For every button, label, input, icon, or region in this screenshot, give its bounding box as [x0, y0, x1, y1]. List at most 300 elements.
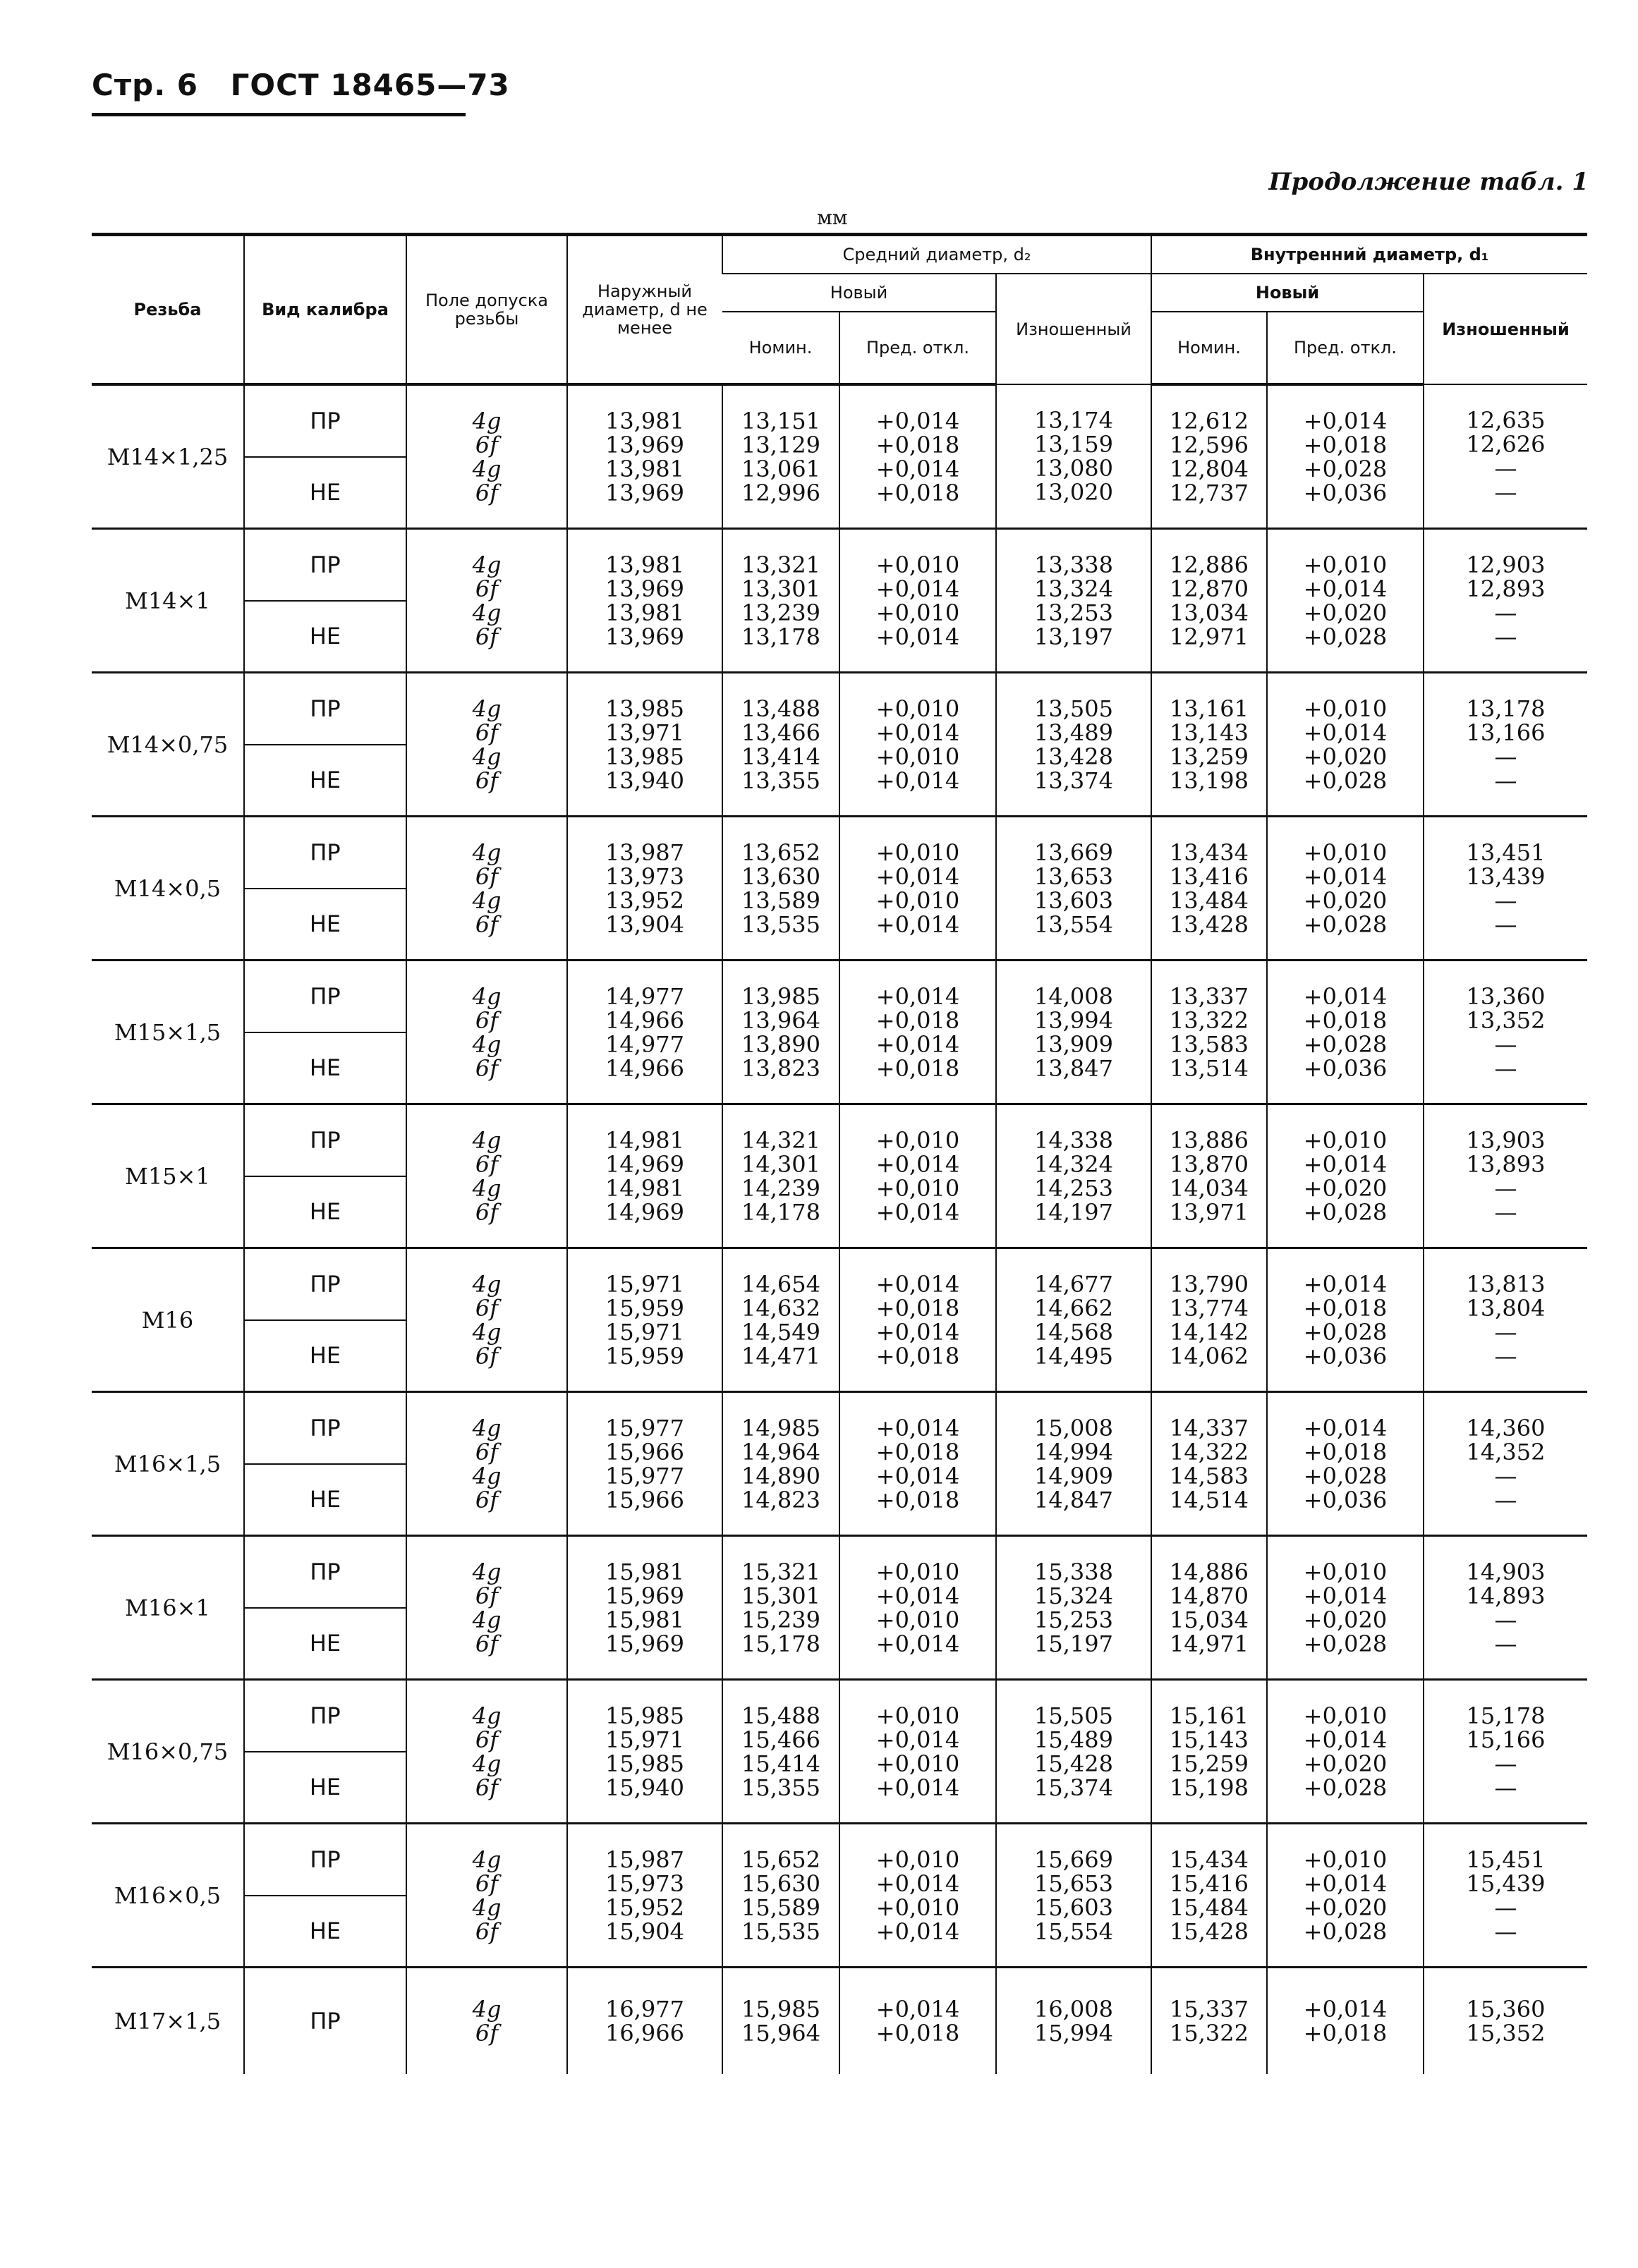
d1-worn-cell [1424, 1392, 1587, 1536]
d2-nominal-value: 13,301 [741, 575, 820, 602]
d1-limit-dev-value: +0,028 [1303, 1774, 1388, 1801]
header-d1-nominal: Номин. [1151, 312, 1267, 384]
tolerance-field-value: 6f [475, 1438, 499, 1465]
thread-designation: М16×0,75 [92, 1680, 244, 1824]
d1-limit-dev-value: +0,028 [1303, 1462, 1388, 1489]
d2-limit-dev-value: +0,010 [875, 551, 960, 578]
gauge-nogo: НЕ [309, 1630, 341, 1657]
d1-limit-dev-value: +0,028 [1303, 1630, 1388, 1657]
d2-worn-value: 15,338 [1034, 1558, 1113, 1585]
outer-diameter-value: 15,952 [605, 1894, 684, 1921]
d2-nominal-cell [722, 1392, 839, 1536]
d1-worn-cell [1424, 1824, 1587, 1968]
d2-worn-value: 15,008 [1034, 1414, 1113, 1441]
d2-limit-dev-cell [839, 1536, 996, 1680]
tolerance-field-value: 6f [475, 1870, 499, 1897]
d1-nominal-value: 15,034 [1170, 1606, 1249, 1633]
d2-limit-dev-value: +0,010 [875, 1702, 960, 1729]
outer-diameter-value: 15,971 [605, 1270, 684, 1298]
d2-nominal-value: 13,652 [741, 839, 820, 866]
d2-worn-value: 15,428 [1034, 1750, 1113, 1777]
gauge-go: ПР [245, 817, 406, 889]
outer-diameter-value: 15,959 [605, 1294, 684, 1322]
tolerance-field-value: 6f [475, 2020, 499, 2047]
tolerance-field-cell [406, 529, 567, 673]
d2-limit-dev-value: +0,014 [875, 982, 960, 1010]
d2-worn-value: 13,324 [1034, 575, 1113, 602]
outer-diameter-value: 15,981 [605, 1606, 684, 1633]
outer-diameter-value: 15,987 [605, 1846, 684, 1873]
d2-nominal-value: 14,549 [741, 1318, 820, 1346]
d1-worn-value: — [1494, 767, 1517, 794]
d2-worn-cell [996, 1824, 1151, 1968]
d1-limit-dev-value: +0,010 [1303, 1846, 1388, 1873]
tolerance-field-value: 6f [475, 1006, 499, 1034]
outer-diameter-value: 15,981 [605, 1558, 684, 1585]
d2-limit-dev-value: +0,014 [875, 862, 960, 890]
d1-limit-dev-cell [1267, 1392, 1424, 1536]
d1-nominal-cell [1151, 961, 1267, 1104]
d2-worn-value: 13,603 [1034, 886, 1113, 914]
d1-worn-value: — [1494, 1486, 1517, 1513]
d2-limit-dev-value: +0,010 [875, 1174, 960, 1202]
outer-diameter-value: 13,985 [605, 695, 684, 722]
d1-nominal-value: 12,804 [1170, 455, 1249, 482]
d2-nominal-cell [722, 529, 839, 673]
d1-limit-dev-value: +0,010 [1303, 839, 1388, 866]
d2-worn-value: 15,197 [1034, 1630, 1113, 1657]
d2-worn-value: 15,603 [1034, 1894, 1113, 1921]
d2-nominal-value: 13,321 [741, 551, 820, 578]
header-d2-new: Новый [722, 274, 996, 312]
tolerance-field-cell [406, 1824, 567, 1968]
d2-nominal-value: 14,471 [741, 1342, 820, 1370]
d2-limit-dev-value: +0,014 [875, 407, 960, 434]
d2-nominal-value: 13,151 [741, 407, 820, 434]
tolerance-field-value: 4g [472, 839, 502, 866]
d1-worn-value: 13,166 [1466, 719, 1546, 746]
d2-limit-dev-value: +0,014 [875, 1582, 960, 1609]
d2-nominal-value: 14,654 [741, 1270, 820, 1298]
d2-worn-value: 14,008 [1034, 982, 1113, 1010]
d1-limit-dev-value: +0,010 [1303, 1558, 1388, 1585]
tolerance-field-value: 4g [472, 1270, 502, 1298]
d2-nominal-value: 15,985 [741, 1996, 820, 2023]
d1-nominal-value: 13,870 [1170, 1150, 1249, 1178]
outer-diameter-value: 13,904 [605, 910, 684, 938]
gauge-nogo: НЕ [309, 1774, 341, 1801]
d2-limit-dev-value: +0,014 [875, 1996, 960, 2023]
d1-limit-dev-value: +0,028 [1303, 455, 1388, 482]
d2-worn-value: 15,994 [1034, 2020, 1113, 2047]
tolerance-field-value: 6f [475, 431, 499, 458]
d2-worn-value: 15,669 [1034, 1846, 1113, 1873]
d1-nominal-value: 15,143 [1170, 1726, 1249, 1753]
header-minor-diameter: Внутренний диаметр, d₁ [1151, 235, 1587, 274]
d1-worn-value: 15,178 [1466, 1702, 1546, 1729]
outer-diameter-value: 16,977 [605, 1996, 684, 2023]
outer-diameter-value: 15,985 [605, 1702, 684, 1729]
d1-worn-value: — [1494, 1750, 1517, 1777]
thread-designation: М17×1,5 [92, 1968, 244, 2075]
d1-nominal-value: 13,198 [1170, 767, 1249, 794]
table-row [92, 817, 1587, 961]
table-row [92, 673, 1587, 817]
d2-limit-dev-value: +0,014 [875, 1630, 960, 1657]
d1-limit-dev-value: +0,028 [1303, 623, 1388, 650]
d1-worn-value: 15,451 [1466, 1846, 1546, 1873]
d2-worn-value: 15,653 [1034, 1870, 1113, 1897]
d2-nominal-value: 15,535 [741, 1918, 820, 1945]
d2-nominal-value: 14,301 [741, 1150, 820, 1178]
d2-limit-dev-value: +0,014 [875, 910, 960, 938]
d2-limit-dev-value: +0,018 [875, 1294, 960, 1322]
d2-limit-dev-value: +0,014 [875, 623, 960, 650]
d2-limit-dev-value: +0,014 [875, 1726, 960, 1753]
d1-limit-dev-value: +0,020 [1303, 1174, 1388, 1202]
d1-worn-value: — [1494, 599, 1517, 626]
gauge-type-cell [244, 1392, 406, 1536]
d1-limit-dev-value: +0,014 [1303, 1270, 1388, 1298]
d2-nominal-value: 14,178 [741, 1198, 820, 1226]
table-row [92, 384, 1587, 529]
d1-nominal-cell [1151, 817, 1267, 961]
d2-nominal-cell [722, 384, 839, 529]
d2-worn-value: 13,080 [1034, 455, 1113, 482]
table-row [92, 1392, 1587, 1536]
d1-nominal-value: 14,583 [1170, 1462, 1249, 1489]
d2-limit-dev-value: +0,014 [875, 1270, 960, 1298]
d1-limit-dev-value: +0,018 [1303, 1294, 1388, 1322]
d1-limit-dev-cell [1267, 529, 1424, 673]
d2-worn-cell [996, 384, 1151, 529]
d2-limit-dev-value: +0,014 [875, 1462, 960, 1489]
d1-nominal-value: 13,337 [1170, 982, 1249, 1010]
tolerance-field-value: 6f [475, 479, 499, 506]
d2-nominal-value: 13,178 [741, 623, 820, 650]
outer-diameter-value: 13,981 [605, 407, 684, 434]
d2-worn-value: 13,374 [1034, 767, 1113, 794]
d1-limit-dev-value: +0,014 [1303, 719, 1388, 746]
d1-limit-dev-value: +0,014 [1303, 982, 1388, 1010]
d1-nominal-value: 12,737 [1170, 479, 1249, 506]
d2-limit-dev-value: +0,014 [875, 1870, 960, 1897]
outer-diameter-cell [567, 1248, 722, 1392]
d2-nominal-value: 13,061 [741, 455, 820, 482]
d1-limit-dev-value: +0,018 [1303, 1438, 1388, 1465]
d1-worn-value: — [1494, 886, 1517, 914]
d2-worn-value: 14,909 [1034, 1462, 1113, 1489]
d1-limit-dev-value: +0,014 [1303, 575, 1388, 602]
table-row [92, 961, 1587, 1104]
outer-diameter-value: 13,940 [605, 767, 684, 794]
outer-diameter-value: 15,971 [605, 1726, 684, 1753]
d1-limit-dev-cell [1267, 673, 1424, 817]
d2-nominal-value: 13,589 [741, 886, 820, 914]
tolerance-field-cell [406, 1104, 567, 1248]
outer-diameter-value: 13,969 [605, 575, 684, 602]
thread-designation: М16 [92, 1248, 244, 1392]
d1-nominal-value: 13,434 [1170, 839, 1249, 866]
d2-worn-value: 13,653 [1034, 862, 1113, 890]
header-d2-nominal: Номин. [722, 312, 839, 384]
d2-limit-dev-value: +0,010 [875, 839, 960, 866]
d2-worn-value: 14,568 [1034, 1318, 1113, 1346]
d2-worn-value: 13,159 [1034, 431, 1113, 458]
d1-nominal-cell [1151, 1248, 1267, 1392]
gauge-go: ПР [245, 961, 406, 1033]
d2-limit-dev-cell [839, 1248, 996, 1392]
gauge-nogo: НЕ [309, 1918, 341, 1945]
d1-limit-dev-value: +0,014 [1303, 407, 1388, 434]
tolerance-field-value: 6f [475, 1582, 499, 1609]
gauge-nogo: НЕ [309, 623, 341, 650]
d2-worn-value: 15,505 [1034, 1702, 1113, 1729]
d1-worn-value: — [1494, 1894, 1517, 1921]
d1-limit-dev-cell [1267, 1680, 1424, 1824]
table-row [92, 1536, 1587, 1680]
header-outer-diameter: Наружный диаметр, d не менее [567, 235, 722, 385]
d1-worn-value: 12,893 [1466, 575, 1546, 602]
gauge-nogo: НЕ [309, 1054, 341, 1082]
gauge-go: ПР [245, 1681, 406, 1752]
d1-limit-dev-value: +0,036 [1303, 1486, 1388, 1513]
d2-nominal-value: 13,355 [741, 767, 820, 794]
outer-diameter-value: 15,966 [605, 1486, 684, 1513]
d1-nominal-value: 13,428 [1170, 910, 1249, 938]
tolerance-field-value: 4g [472, 1846, 502, 1873]
table-row [92, 1680, 1587, 1824]
outer-diameter-value: 15,904 [605, 1918, 684, 1945]
tolerance-field-value: 4g [472, 1414, 502, 1441]
d2-nominal-value: 13,823 [741, 1054, 820, 1082]
d2-limit-dev-value: +0,018 [875, 1486, 960, 1513]
outer-diameter-cell [567, 1680, 722, 1824]
d1-limit-dev-value: +0,014 [1303, 1996, 1388, 2023]
d2-nominal-cell [722, 1968, 839, 2075]
thread-designation: М14×1,25 [107, 443, 229, 470]
d2-nominal-value: 15,301 [741, 1582, 820, 1609]
d2-worn-value: 13,338 [1034, 551, 1113, 578]
d1-limit-dev-value: +0,036 [1303, 1054, 1388, 1082]
d1-worn-value: — [1494, 1054, 1517, 1082]
tolerance-field-value: 6f [475, 719, 499, 746]
d1-worn-cell [1424, 1248, 1587, 1392]
d1-worn-cell [1424, 817, 1587, 961]
d1-limit-dev-value: +0,020 [1303, 886, 1388, 914]
gauge-go: ПР [245, 386, 406, 458]
d2-worn-value: 15,324 [1034, 1582, 1113, 1609]
tolerance-field-value: 6f [475, 623, 499, 650]
d1-nominal-value: 13,514 [1170, 1054, 1249, 1082]
d1-nominal-value: 15,428 [1170, 1918, 1249, 1945]
d2-worn-value: 13,994 [1034, 1006, 1113, 1034]
d2-limit-dev-value: +0,014 [875, 1198, 960, 1226]
gauge-go: ПР [310, 2008, 341, 2035]
tolerance-field-cell [406, 673, 567, 817]
d2-nominal-value: 15,652 [741, 1846, 820, 1873]
d1-worn-cell [1424, 1536, 1587, 1680]
outer-diameter-value: 14,966 [605, 1054, 684, 1082]
d2-nominal-value: 13,488 [741, 695, 820, 722]
d1-worn-value: — [1494, 1630, 1517, 1657]
d2-worn-value: 13,253 [1034, 599, 1113, 626]
tolerance-field-cell [406, 1536, 567, 1680]
d1-worn-value: — [1494, 455, 1517, 482]
d2-worn-value: 13,909 [1034, 1030, 1113, 1058]
tolerance-field-value: 4g [472, 1996, 502, 2023]
d2-limit-dev-value: +0,018 [875, 1054, 960, 1082]
d1-worn-cell [1424, 1680, 1587, 1824]
outer-diameter-value: 15,985 [605, 1750, 684, 1777]
d1-nominal-value: 14,514 [1170, 1486, 1249, 1513]
outer-diameter-value: 15,977 [605, 1462, 684, 1489]
d2-worn-value: 15,253 [1034, 1606, 1113, 1633]
d1-nominal-value: 12,870 [1170, 575, 1249, 602]
outer-diameter-value: 13,981 [605, 551, 684, 578]
d1-nominal-cell [1151, 529, 1267, 673]
tolerance-field-value: 4g [472, 695, 502, 722]
d2-limit-dev-cell [839, 1680, 996, 1824]
tolerance-field-value: 6f [475, 767, 499, 794]
outer-diameter-value: 13,969 [605, 479, 684, 506]
d2-nominal-value: 13,466 [741, 719, 820, 746]
d2-worn-cell [996, 1104, 1151, 1248]
d1-limit-dev-value: +0,028 [1303, 1318, 1388, 1346]
outer-diameter-cell [567, 384, 722, 529]
d1-worn-value: 13,352 [1466, 1006, 1546, 1034]
d1-worn-value: 14,903 [1466, 1558, 1546, 1585]
outer-diameter-value: 13,973 [605, 862, 684, 890]
d2-worn-value: 14,677 [1034, 1270, 1113, 1298]
d1-worn-value: — [1494, 743, 1517, 770]
tolerance-field-value: 6f [475, 575, 499, 602]
d2-limit-dev-value: +0,010 [875, 1126, 960, 1154]
d1-limit-dev-value: +0,010 [1303, 1126, 1388, 1154]
d1-nominal-value: 13,583 [1170, 1030, 1249, 1058]
outer-diameter-value: 14,977 [605, 982, 684, 1010]
tolerance-field-cell [406, 384, 567, 529]
d1-worn-value: 12,903 [1466, 551, 1546, 578]
d1-limit-dev-value: +0,014 [1303, 1726, 1388, 1753]
d1-limit-dev-value: +0,014 [1303, 1150, 1388, 1178]
d1-worn-value: 13,903 [1466, 1126, 1546, 1154]
d1-limit-dev-value: +0,014 [1303, 1414, 1388, 1441]
header-gauge-type: Вид калибра [244, 235, 406, 385]
tolerance-field-value: 4g [472, 1606, 502, 1633]
d2-limit-dev-value: +0,010 [875, 599, 960, 626]
d1-nominal-value: 15,322 [1170, 2020, 1249, 2047]
outer-diameter-value: 15,966 [605, 1438, 684, 1465]
outer-diameter-value: 14,977 [605, 1030, 684, 1058]
d2-limit-dev-value: +0,018 [875, 479, 960, 506]
thread-designation: М16×1 [92, 1536, 244, 1680]
d2-nominal-value: 15,178 [741, 1630, 820, 1657]
d1-worn-value: 15,166 [1466, 1726, 1546, 1753]
gauge-nogo: НЕ [309, 910, 341, 938]
d2-limit-dev-value: +0,018 [875, 1342, 960, 1370]
d1-limit-dev-value: +0,028 [1303, 1918, 1388, 1945]
d1-limit-dev-cell [1267, 1824, 1424, 1968]
d1-worn-value: — [1494, 1606, 1517, 1633]
gauge-go: ПР [245, 1824, 406, 1896]
table-row [92, 1968, 1587, 2075]
d1-nominal-value: 14,062 [1170, 1342, 1249, 1370]
gauge-type-cell [244, 384, 406, 529]
d1-worn-value: 13,804 [1466, 1294, 1546, 1322]
table-row [92, 529, 1587, 673]
tolerance-field-value: 4g [472, 1030, 502, 1058]
tolerance-field-value: 6f [475, 1198, 499, 1226]
gauge-go: ПР [245, 530, 406, 602]
header-d1-limit-dev: Пред. откл. [1267, 312, 1424, 384]
d1-limit-dev-value: +0,010 [1303, 695, 1388, 722]
d2-limit-dev-cell [839, 961, 996, 1104]
tolerance-field-cell [406, 1248, 567, 1392]
gauge-go: ПР [245, 1393, 406, 1465]
d2-worn-cell [996, 817, 1151, 961]
d2-worn-value: 14,197 [1034, 1198, 1113, 1226]
header-d1-new: Новый [1151, 274, 1424, 312]
thread-designation: М15×1 [92, 1104, 244, 1248]
d2-nominal-value: 14,321 [741, 1126, 820, 1154]
header-thread: Резьба [92, 235, 244, 385]
tolerance-field-value: 6f [475, 1294, 499, 1322]
d2-nominal-value: 12,996 [741, 479, 820, 506]
d1-nominal-cell [1151, 1104, 1267, 1248]
d2-worn-cell [996, 961, 1151, 1104]
thread-designation: М14×0,5 [92, 817, 244, 961]
d1-limit-dev-cell [1267, 384, 1424, 529]
d1-worn-value: — [1494, 910, 1517, 938]
d2-nominal-value: 13,129 [741, 431, 820, 458]
d1-limit-dev-value: +0,014 [1303, 1582, 1388, 1609]
d1-nominal-cell [1151, 1824, 1267, 1968]
gauge-type-cell [244, 961, 406, 1104]
gauge-nogo: НЕ [309, 479, 341, 506]
d2-worn-value: 13,505 [1034, 695, 1113, 722]
d1-limit-dev-value: +0,028 [1303, 910, 1388, 938]
d1-nominal-value: 15,416 [1170, 1870, 1249, 1897]
d2-worn-cell [996, 1392, 1151, 1536]
d1-worn-value: — [1494, 1462, 1517, 1489]
outer-diameter-value: 14,981 [605, 1126, 684, 1154]
d1-worn-value: — [1494, 1030, 1517, 1058]
d1-nominal-value: 14,337 [1170, 1414, 1249, 1441]
tolerance-field-value: 4g [472, 455, 502, 482]
d1-nominal-value: 13,322 [1170, 1006, 1249, 1034]
d1-nominal-value: 15,434 [1170, 1846, 1249, 1873]
d1-nominal-value: 14,142 [1170, 1318, 1249, 1346]
d2-worn-value: 14,338 [1034, 1126, 1113, 1154]
d1-limit-dev-value: +0,014 [1303, 1870, 1388, 1897]
d2-limit-dev-cell [839, 1824, 996, 1968]
d2-nominal-value: 13,414 [741, 743, 820, 770]
tolerance-field-cell [406, 1680, 567, 1824]
thread-designation: М14×1 [92, 529, 244, 673]
table-row [92, 1248, 1587, 1392]
outer-diameter-value: 16,966 [605, 2020, 684, 2047]
d1-nominal-value: 14,886 [1170, 1558, 1249, 1585]
d1-nominal-value: 13,774 [1170, 1294, 1249, 1322]
outer-diameter-cell [567, 1104, 722, 1248]
gauge-type-cell [244, 817, 406, 961]
d1-worn-value: — [1494, 623, 1517, 650]
d2-nominal-value: 14,239 [741, 1174, 820, 1202]
header-tolerance-field: Поле допуска резьбы [406, 235, 567, 385]
d1-nominal-value: 15,484 [1170, 1894, 1249, 1921]
tolerance-field-value: 4g [472, 1462, 502, 1489]
